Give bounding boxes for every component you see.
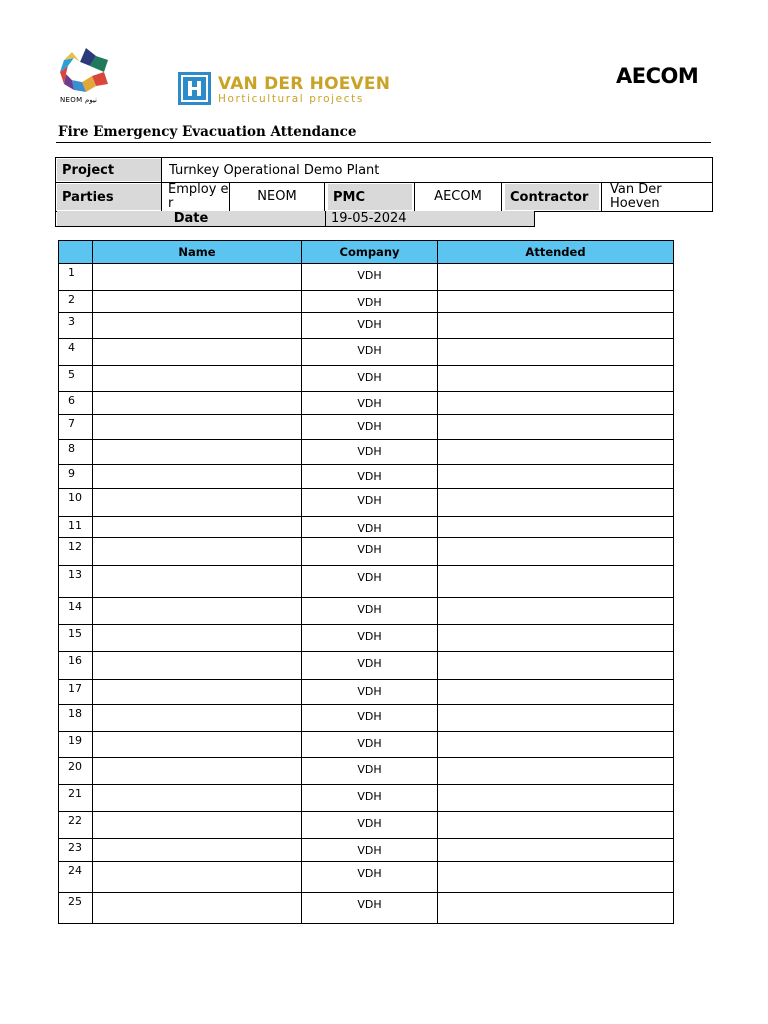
table-header-row [59,241,674,264]
row-number: 13 [59,566,93,598]
attended-cell[interactable] [438,313,674,339]
table-row [59,758,674,785]
name-cell[interactable] [93,812,302,839]
table-row [59,625,674,652]
row-number: 24 [59,862,93,893]
table-row [59,680,674,705]
row-number: 22 [59,812,93,839]
name-cell[interactable] [93,785,302,812]
company-cell: VDH [302,517,438,538]
row-number: 2 [59,291,93,313]
attended-cell[interactable] [438,339,674,366]
project-info-table [55,157,713,212]
company-cell: VDH [302,680,438,705]
attended-cell[interactable] [438,489,674,517]
date-label: Date [57,211,325,226]
row-number: 17 [59,680,93,705]
company-cell: VDH [302,566,438,598]
row-number: 15 [59,625,93,652]
row-number: 6 [59,392,93,415]
table-row [59,839,674,862]
table-row [59,862,674,893]
company-cell: VDH [302,785,438,812]
table-row [59,489,674,517]
row-number: 10 [59,489,93,517]
attended-cell[interactable] [438,812,674,839]
name-cell[interactable] [93,465,302,489]
name-cell[interactable] [93,440,302,465]
aecom-logo: AECOM [616,64,699,88]
name-cell[interactable] [93,680,302,705]
table-row [59,732,674,758]
attended-cell[interactable] [438,392,674,415]
row-number: 14 [59,598,93,625]
name-cell[interactable] [93,839,302,862]
document-title: Fire Emergency Evacuation Attendance [58,124,357,140]
company-cell: VDH [302,392,438,415]
vdh-h-icon [178,72,211,105]
name-cell[interactable] [93,862,302,893]
company-cell: VDH [302,652,438,680]
pmc-value: AECOM [434,189,482,204]
company-cell: VDH [302,465,438,489]
contractor-label: Contractor [505,184,599,210]
row-number: 5 [59,366,93,392]
name-cell[interactable] [93,893,302,924]
attended-cell[interactable] [438,366,674,392]
row-number: 25 [59,893,93,924]
name-cell[interactable] [93,732,302,758]
company-cell: VDH [302,625,438,652]
attended-cell[interactable] [438,566,674,598]
company-cell: VDH [302,862,438,893]
attended-cell[interactable] [438,680,674,705]
company-cell: VDH [302,291,438,313]
company-cell: VDH [302,893,438,924]
row-number: 11 [59,517,93,538]
table-row [59,366,674,392]
row-number: 16 [59,652,93,680]
column-header-attended: Attended [438,241,674,264]
company-cell: VDH [302,812,438,839]
date-row [55,211,535,227]
name-cell[interactable] [93,705,302,732]
table-row [59,893,674,924]
company-cell: VDH [302,440,438,465]
table-body [59,264,674,924]
table-row [59,291,674,313]
table-row [59,705,674,732]
column-header-number [59,241,93,264]
employer-value: NEOM [257,189,297,204]
table-row [59,415,674,440]
company-cell: VDH [302,489,438,517]
row-number: 9 [59,465,93,489]
name-cell[interactable] [93,489,302,517]
company-cell: VDH [302,415,438,440]
name-cell[interactable] [93,758,302,785]
table-row [59,652,674,680]
row-number: 4 [59,339,93,366]
table-row [59,598,674,625]
attended-cell[interactable] [438,652,674,680]
parties-label: Parties [57,184,161,210]
attended-cell[interactable] [438,862,674,893]
name-cell[interactable] [93,598,302,625]
pmc-label: PMC [328,184,412,210]
attended-cell[interactable] [438,705,674,732]
row-number: 18 [59,705,93,732]
row-number: 12 [59,538,93,566]
info-column-divider [324,182,325,212]
table-row [59,538,674,566]
company-cell: VDH [302,339,438,366]
name-cell[interactable] [93,392,302,415]
attended-cell[interactable] [438,440,674,465]
company-cell: VDH [302,598,438,625]
table-row [59,812,674,839]
name-cell[interactable] [93,415,302,440]
attended-cell[interactable] [438,839,674,862]
company-cell: VDH [302,705,438,732]
row-number: 21 [59,785,93,812]
title-divider [56,142,711,143]
company-cell: VDH [302,313,438,339]
table-row [59,392,674,415]
attended-cell[interactable] [438,538,674,566]
attended-cell[interactable] [438,625,674,652]
table-row [59,313,674,339]
attended-cell[interactable] [438,598,674,625]
name-cell[interactable] [93,313,302,339]
attended-cell[interactable] [438,732,674,758]
company-cell: VDH [302,538,438,566]
table-row [59,264,674,291]
info-column-divider [501,182,502,212]
table-row [59,440,674,465]
name-cell[interactable] [93,625,302,652]
name-cell[interactable] [93,291,302,313]
table-row [59,517,674,538]
date-value: 19-05-2024 [326,211,534,226]
name-cell[interactable] [93,366,302,392]
company-cell: VDH [302,732,438,758]
attended-cell[interactable] [438,264,674,291]
vdh-subtitle: Horticultural projects [218,93,364,105]
row-number: 8 [59,440,93,465]
project-label: Project [57,159,161,181]
vdh-name: VAN DER HOEVEN [218,74,391,94]
table-row [59,566,674,598]
attendance-table [58,240,674,924]
table-row [59,785,674,812]
attended-cell[interactable] [438,785,674,812]
table-row [59,339,674,366]
name-cell[interactable] [93,339,302,366]
company-cell: VDH [302,264,438,291]
company-cell: VDH [302,366,438,392]
name-cell[interactable] [93,652,302,680]
attended-cell[interactable] [438,291,674,313]
row-number: 23 [59,839,93,862]
row-number: 20 [59,758,93,785]
row-number: 19 [59,732,93,758]
company-cell: VDH [302,758,438,785]
table-row [59,465,674,489]
neom-caption: NEOM نيوم [60,96,97,104]
company-cell: VDH [302,839,438,862]
row-number: 1 [59,264,93,291]
column-header-name: Name [93,241,302,264]
employer-label: Employ er [168,181,229,211]
name-cell[interactable] [93,264,302,291]
row-number: 3 [59,313,93,339]
attended-cell[interactable] [438,893,674,924]
contractor-value: Van Der Hoeven [610,181,662,211]
attended-cell[interactable] [438,758,674,785]
name-cell[interactable] [93,566,302,598]
column-header-company: Company [302,241,438,264]
attended-cell[interactable] [438,517,674,538]
row-number: 7 [59,415,93,440]
attended-cell[interactable] [438,465,674,489]
attended-cell[interactable] [438,415,674,440]
name-cell[interactable] [93,517,302,538]
name-cell[interactable] [93,538,302,566]
project-value: Turnkey Operational Demo Plant [169,163,380,178]
neom-emblem-icon [56,46,116,96]
